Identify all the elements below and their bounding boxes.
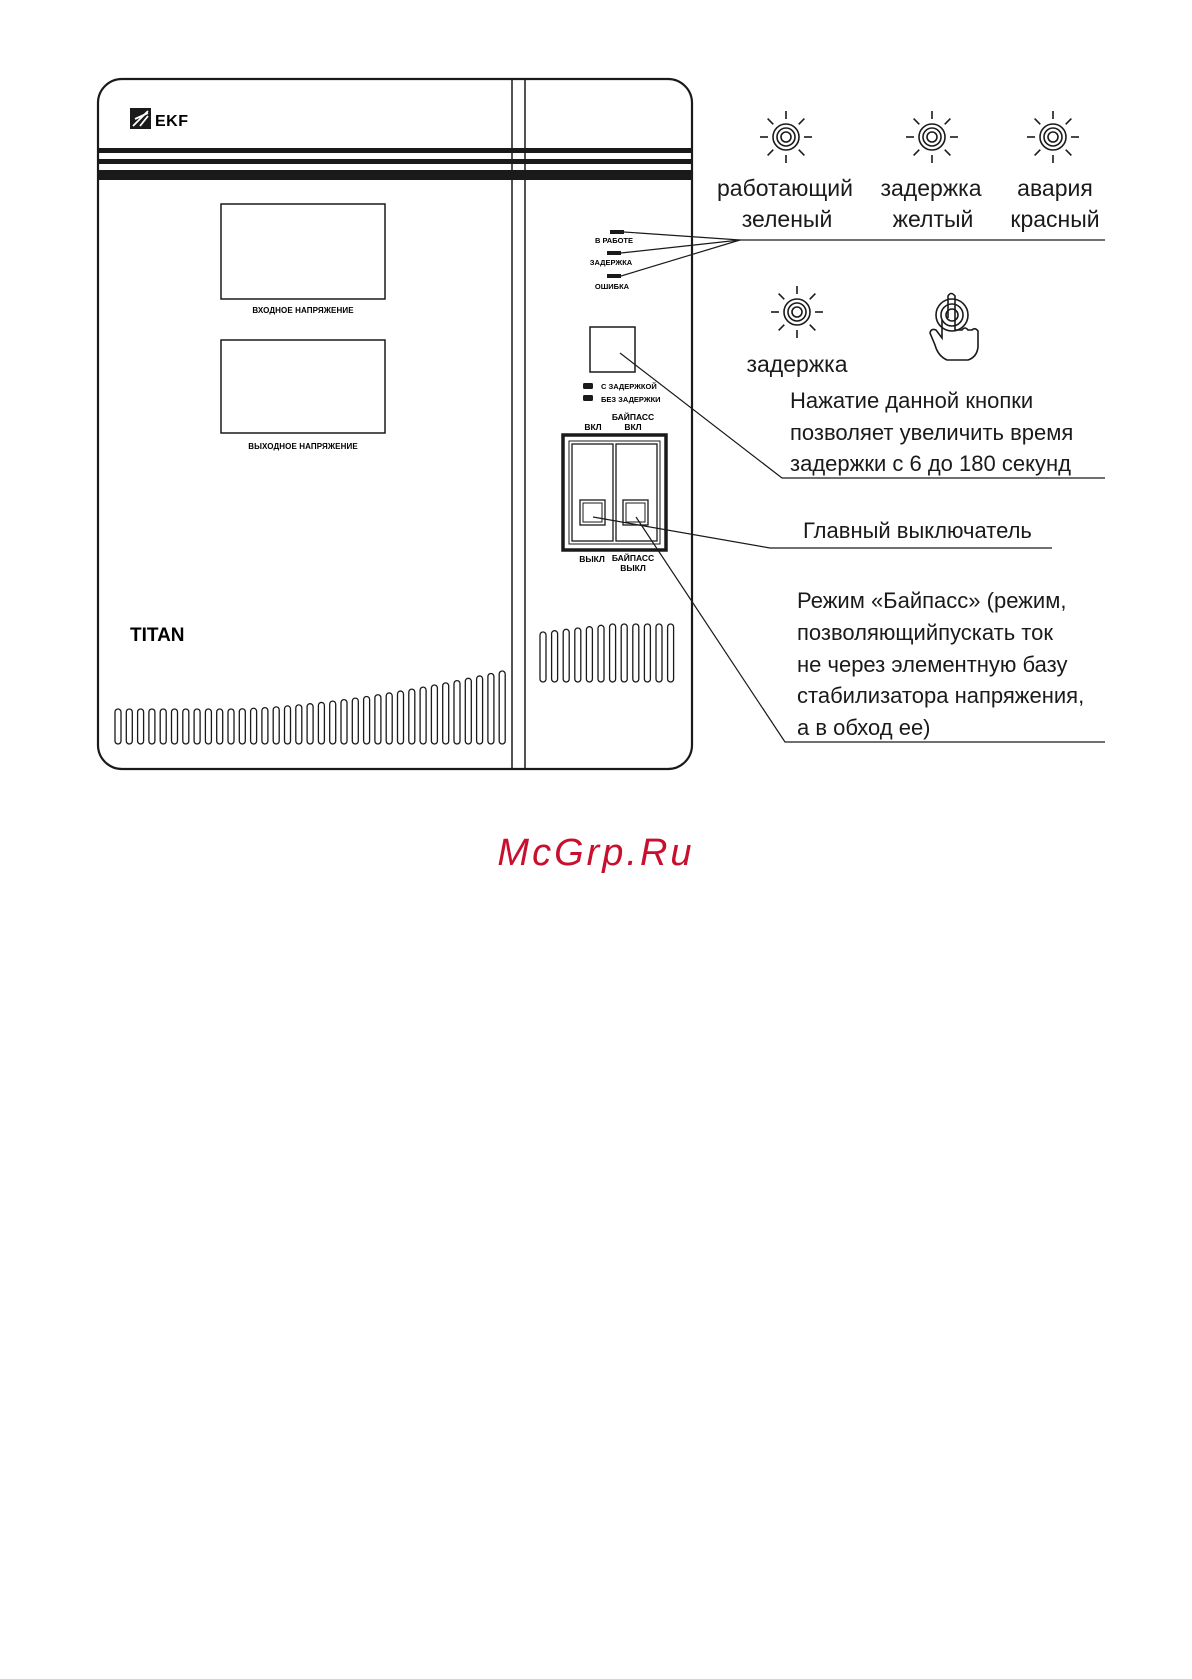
vent-slot (488, 674, 494, 744)
vent-slot (443, 683, 449, 744)
input-voltage-display (221, 204, 385, 299)
switch-bypass-off-label-2: ВЫКЛ (620, 563, 646, 573)
input-voltage-label: ВХОДНОЕ НАПРЯЖЕНИЕ (252, 306, 354, 315)
vent-slot (454, 681, 460, 744)
device-body (98, 79, 692, 769)
main-switch-lever (580, 500, 605, 525)
top-stripes (99, 148, 691, 180)
switch-bypass-on-label-1: БАЙПАСС (611, 412, 655, 422)
vent-slots-right (540, 624, 674, 682)
lamp-running-name: работающий (717, 175, 853, 201)
vent-slot (465, 678, 471, 744)
vent-slot (499, 671, 505, 744)
bypass-note-line-3: не через элементную базу (797, 652, 1068, 677)
vent-slot (183, 709, 189, 744)
vent-slot (598, 625, 604, 682)
main-switch-note: Главный выключатель (803, 518, 1032, 543)
delay-note-line-1: Нажатие данной кнопки (790, 388, 1034, 413)
lamp-alarm-name: авария (1017, 175, 1093, 201)
lamp-alarm-icon (1027, 111, 1079, 163)
model-name: TITAN (130, 625, 185, 646)
lamp-delay-name: задержка (880, 175, 982, 201)
brand-name: EKF (155, 113, 189, 130)
lamp-running-icon (760, 111, 812, 163)
vent-slot (656, 624, 662, 682)
vent-slot (341, 700, 347, 744)
vent-slot (633, 624, 639, 682)
indicator-delay-label: ЗАДЕРЖКА (589, 258, 633, 267)
bypass-note-line-1: Режим «Байпасс» (режим, (797, 588, 1067, 613)
vent-slot (296, 705, 302, 744)
vent-slot (621, 624, 627, 682)
watermark: McGrp.Ru (497, 832, 695, 874)
vent-slot (610, 624, 616, 682)
vent-slot (115, 709, 121, 744)
vent-slot (251, 708, 257, 744)
vent-slot (262, 708, 268, 744)
vent-slot (386, 693, 392, 744)
vent-slot (239, 709, 245, 744)
bypass-switch-lever (623, 500, 648, 525)
vent-slot (307, 704, 313, 744)
indicator-leader-lines (621, 232, 1105, 276)
vent-slot (420, 687, 426, 744)
switch-bypass-on-label-2: ВКЛ (624, 422, 642, 432)
vent-slot (575, 628, 581, 682)
vent-slot (149, 709, 155, 744)
vent-slot (431, 685, 437, 744)
vent-slot (273, 707, 279, 744)
option-with-delay: С ЗАДЕРЖКОЙ (601, 382, 657, 391)
vent-slot (398, 691, 404, 744)
lamp-delay-color: желтый (892, 206, 974, 232)
vent-slot (477, 676, 483, 744)
vent-slot (138, 709, 144, 744)
vent-slot (126, 709, 132, 744)
bypass-note-line-5: а в обход ее) (797, 715, 931, 740)
vent-slot (285, 706, 291, 744)
indicator-error-label: ОШИБКА (594, 282, 630, 291)
lamp-delay-icon (906, 111, 958, 163)
vent-slot (228, 709, 234, 744)
main-breaker (563, 435, 666, 550)
vent-slot (194, 709, 200, 744)
vent-slot (540, 632, 546, 682)
vent-slot (552, 631, 558, 682)
vent-slot (217, 709, 223, 744)
vent-slot (364, 696, 370, 744)
delay-note-line-2: позволяет увеличить время (790, 420, 1074, 445)
lamp-alarm-color: красный (1010, 206, 1100, 232)
delay-note-line-3: задержки с 6 до 180 секунд (790, 451, 1071, 476)
vent-slot (586, 627, 592, 682)
bypass-note-line-2: позволяющийпускать ток (797, 620, 1053, 645)
vent-slots-left (115, 671, 505, 744)
delay-options (583, 382, 661, 404)
switch-bypass-off-label-1: БАЙПАСС (611, 553, 655, 563)
vent-slot (172, 709, 178, 744)
vent-slot (668, 624, 674, 682)
finger-press-icon (930, 294, 978, 361)
ekf-logo-icon (130, 108, 151, 129)
vent-slot (205, 709, 211, 744)
vent-slot (330, 701, 336, 744)
lamp-running-color: зеленый (741, 206, 833, 232)
vent-slot (644, 624, 650, 682)
output-voltage-display (221, 340, 385, 433)
vent-slot (409, 689, 415, 744)
bypass-note-line-4: стабилизатора напряжения, (797, 683, 1085, 708)
delay-button (590, 327, 635, 372)
output-voltage-label: ВЫХОДНОЕ НАПРЯЖЕНИЕ (248, 442, 358, 451)
switch-off-label: ВЫКЛ (579, 554, 605, 564)
status-indicators (590, 230, 633, 291)
vent-slot (318, 702, 324, 744)
switch-on-label: ВКЛ (584, 422, 602, 432)
delay-lamp-icon (771, 286, 823, 338)
indicator-running-label: В РАБОТЕ (594, 236, 634, 245)
vent-slot (563, 629, 569, 682)
vent-slot (160, 709, 166, 744)
vent-slot (375, 695, 381, 744)
option-without-delay: БЕЗ ЗАДЕРЖКИ (601, 395, 661, 404)
vent-slot (352, 698, 358, 744)
delay-lamp-label: задержка (746, 351, 848, 377)
